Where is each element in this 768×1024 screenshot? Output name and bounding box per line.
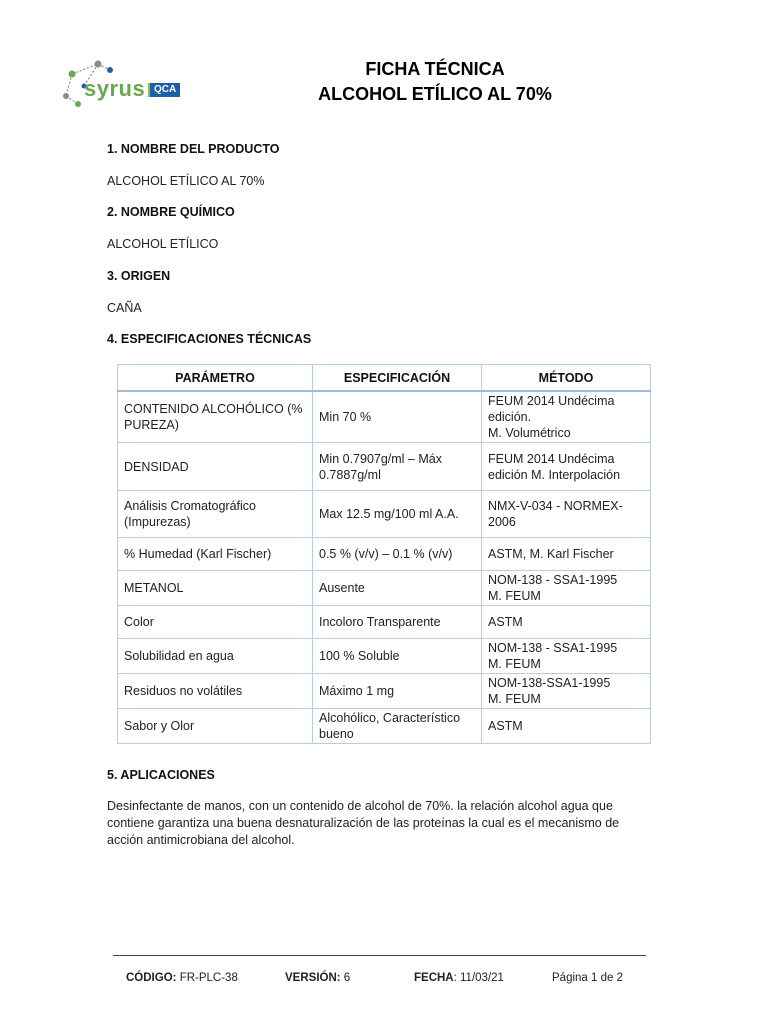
- footer-date-value: : 11/03/21: [453, 972, 504, 984]
- footer-page-number: Página 1 de 2: [552, 972, 623, 984]
- cell-method: NMX-V-034 - NORMEX-2006: [482, 491, 651, 538]
- specifications-table: [117, 364, 651, 744]
- table-row: [118, 674, 651, 709]
- footer-date: [414, 972, 504, 984]
- cell-parameter: Análisis Cromatográfico (Impurezas): [118, 491, 313, 538]
- title-line-2: ALCOHOL ETÍLICO AL 70%: [318, 84, 552, 104]
- section-heading-specs: 4. ESPECIFICACIONES TÉCNICAS: [107, 332, 312, 346]
- cell-specification: 0.5 % (v/v) – 0.1 % (v/v): [313, 538, 482, 571]
- cell-parameter: METANOL: [118, 571, 313, 606]
- cell-method: ASTM, M. Karl Fischer: [482, 538, 651, 571]
- section-text-origin: CAÑA: [107, 301, 142, 315]
- footer-version-value: 6: [343, 972, 351, 984]
- cell-specification: Min 70 %: [313, 391, 482, 443]
- header-parametro: PARÁMETRO: [118, 365, 313, 392]
- cell-parameter: Residuos no volátiles: [118, 674, 313, 709]
- cell-specification: Ausente: [313, 571, 482, 606]
- table-header-row: [118, 365, 651, 392]
- header-especificacion: ESPECIFICACIÓN: [313, 365, 482, 392]
- cell-method: NOM-138 - SSA1-1995 M. FEUM: [482, 639, 651, 674]
- document-title: [240, 57, 630, 107]
- cell-method: NOM-138-SSA1-1995 M. FEUM: [482, 674, 651, 709]
- cell-parameter: Color: [118, 606, 313, 639]
- table-row: [118, 391, 651, 443]
- footer-version: [285, 972, 350, 984]
- section-text-chemical-name: ALCOHOL ETÍLICO: [107, 237, 219, 251]
- section-heading-chemical-name: 2. NOMBRE QUÍMICO: [107, 205, 235, 219]
- table-row: [118, 538, 651, 571]
- cell-parameter: Solubilidad en agua: [118, 639, 313, 674]
- cell-specification: Alcohólico, Característico bueno: [313, 709, 482, 744]
- cell-specification: Min 0.7907g/ml – Máx 0.7887g/ml: [313, 443, 482, 491]
- cell-parameter: DENSIDAD: [118, 443, 313, 491]
- table-row: [118, 709, 651, 744]
- table-row: [118, 571, 651, 606]
- footer-code: [126, 972, 238, 984]
- logo-wordmark: syrus: [84, 76, 146, 101]
- cell-specification: Incoloro Transparente: [313, 606, 482, 639]
- cell-parameter: % Humedad (Karl Fischer): [118, 538, 313, 571]
- header-metodo: MÉTODO: [482, 365, 651, 392]
- cell-method: FEUM 2014 Undécima edición. M. Volumétrico: [482, 391, 651, 443]
- section-heading-applications: 5. APLICACIONES: [107, 768, 215, 782]
- logo-badge: QCA: [148, 83, 180, 97]
- cell-specification: Max 12.5 mg/100 ml A.A.: [313, 491, 482, 538]
- cell-method: ASTM: [482, 606, 651, 639]
- cell-method: ASTM: [482, 709, 651, 744]
- footer-code-label: CÓDIGO:: [126, 972, 177, 984]
- title-line-1: FICHA TÉCNICA: [365, 59, 505, 79]
- footer-date-label: FECHA: [414, 972, 454, 984]
- applications-paragraph: Desinfectante de manos, con un contenido de alcohol de 70%. la relación alcohol agua que contiene garantiza una buena desnaturalización de las proteínas la cual es el mecanismo de acción antimicrobiana del alcohol.: [107, 799, 620, 847]
- section-heading-product-name: 1. NOMBRE DEL PRODUCTO: [107, 142, 280, 156]
- table-row: [118, 606, 651, 639]
- footer-code-value: FR-PLC-38: [179, 972, 238, 984]
- table-row: [118, 443, 651, 491]
- cell-parameter: CONTENIDO ALCOHÓLICO (% PUREZA): [118, 391, 313, 443]
- table-row: [118, 491, 651, 538]
- company-logo: [60, 56, 200, 116]
- section-text-product-name: ALCOHOL ETÍLICO AL 70%: [107, 174, 265, 188]
- footer-divider: [113, 955, 646, 956]
- footer-version-label: VERSIÓN:: [285, 972, 341, 984]
- cell-specification: 100 % Soluble: [313, 639, 482, 674]
- cell-method: NOM-138 - SSA1-1995 M. FEUM: [482, 571, 651, 606]
- cell-method: FEUM 2014 Undécima edición M. Interpolación: [482, 443, 651, 491]
- cell-parameter: Sabor y Olor: [118, 709, 313, 744]
- cell-specification: Máximo 1 mg: [313, 674, 482, 709]
- section-heading-origin: 3. ORIGEN: [107, 269, 171, 283]
- table-row: [118, 639, 651, 674]
